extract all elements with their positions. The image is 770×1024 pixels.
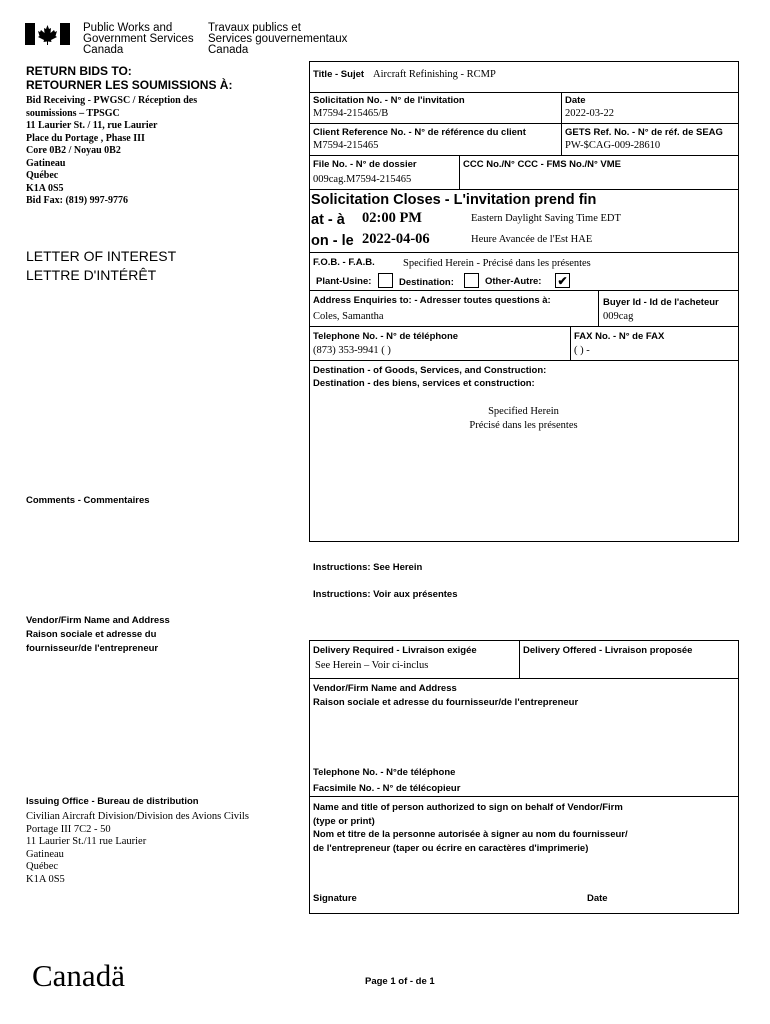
vendor-telephone-label: Telephone No. - N°de téléphone <box>313 767 456 778</box>
date-label: Date <box>565 95 586 106</box>
return-bids-address: Bid Receiving - PWGSC / Réception des soumissions – TPSGC 11 Laurier St. / 11, rue Laurier Place du Portage , Phase III Core 0B2 / Noyau 0B2 Gatineau Québec K1A 0S5 Bid Fax: (819) 997-9776 <box>26 95 198 206</box>
closing-date-value: 2022-04-06 <box>362 231 430 247</box>
gets-reference-value: PW-$CAG-009-28610 <box>565 140 661 151</box>
vendor-firm-label: Vendor/Firm Name and Address Raison sociale et adresse du fournisseur/de l'entrepreneur <box>313 683 579 708</box>
address-enquiries-value: Coles, Samantha <box>313 311 384 322</box>
letter-of-interest-title: LETTER OF INTEREST LETTRE D'INTÉRÊT <box>26 248 177 283</box>
issuing-office-address: Civilian Aircraft Division/Division des Avions Civils Portage III 7C2 - 50 11 Laurier St./11 rue Laurier Gatineau Québec K1A 0S5 <box>26 811 249 885</box>
closing-time-value: 02:00 PM <box>362 210 422 226</box>
issuing-office-label: Issuing Office - Bureau de distribution <box>26 796 199 807</box>
fob-value: Specified Herein - Précisé dans les présentes <box>403 258 591 269</box>
client-reference-label: Client Reference No. - N° de référence du client <box>313 127 526 138</box>
fax-value: ( ) - <box>574 345 590 356</box>
delivery-offered-label: Delivery Offered - Livraison proposée <box>523 645 693 656</box>
fax-label: FAX No. - N° de FAX <box>574 331 665 342</box>
vendor-firm-label-left: Vendor/Firm Name and Address Raison sociale et adresse du fournisseur/de l'entrepreneur <box>26 615 170 654</box>
destination-label: Destination: <box>399 277 454 288</box>
other-autre-label: Other-Autre: <box>485 276 542 287</box>
date-value: 2022-03-22 <box>565 108 614 119</box>
buyer-id-value: 009cag <box>603 311 634 322</box>
destination-goods-label: Destination - of Goods, Services, and Construction: Destination - des biens, services et construction: <box>313 365 547 389</box>
destination-checkbox[interactable] <box>464 273 479 288</box>
fob-label: F.O.B. - F.A.B. <box>313 257 375 268</box>
checkmark-icon: ✔ <box>557 274 568 288</box>
page-number: Page 1 of - de 1 <box>365 976 435 987</box>
plant-usine-label: Plant-Usine: <box>316 276 372 287</box>
destination-goods-value: Specified Herein Précisé dans les présentes <box>469 406 578 431</box>
canada-wordmark: Canadä <box>32 958 125 993</box>
timezone-fr: Heure Avancée de l'Est HAE <box>471 234 593 245</box>
signature-date-label: Date <box>587 893 608 904</box>
return-bids-heading: RETURN BIDS TO: RETOURNER LES SOUMISSIONS À: <box>26 64 233 92</box>
buyer-id-label: Buyer Id - Id de l'acheteur <box>603 297 719 308</box>
department-name-en: Public Works and Government Services Canada <box>83 22 194 56</box>
title-label: Title - Sujet <box>313 69 365 80</box>
address-enquiries-label: Address Enquiries to: - Adresser toutes questions à: <box>313 295 551 306</box>
canada-flag-logo <box>25 23 70 45</box>
gets-reference-label: GETS Ref. No. - N° de réf. de SEAG <box>565 127 723 138</box>
timezone-en: Eastern Daylight Saving Time EDT <box>471 213 621 224</box>
delivery-required-label: Delivery Required - Livraison exigée <box>313 645 477 656</box>
instructions-fr: Instructions: Voir aux présentes <box>313 589 458 600</box>
title-value: Aircraft Refinishing - RCMP <box>373 69 496 80</box>
closing-at-label: at - à <box>311 212 345 228</box>
instructions-en: Instructions: See Herein <box>313 562 423 573</box>
file-number-value: 009cag.M7594-215465 <box>313 174 412 185</box>
closing-on-label: on - le <box>311 233 354 249</box>
title-field <box>313 64 496 82</box>
other-autre-checkbox[interactable] <box>555 273 570 288</box>
solicitation-value: M7594-215465/B <box>313 108 389 119</box>
signature-label: Signature <box>313 893 357 904</box>
solicitation-label: Solicitation No. - N° de l'invitation <box>313 95 465 106</box>
telephone-value: (873) 353-9941 ( ) <box>313 345 391 356</box>
solicitation-closes-title: Solicitation Closes - L'invitation prend fin <box>311 192 597 208</box>
ccc-number-label: CCC No./N° CCC - FMS No./N° VME <box>463 159 622 170</box>
file-number-label: File No. - N° de dossier <box>313 159 417 170</box>
delivery-required-value: See Herein – Voir ci-inclus <box>315 660 429 671</box>
comments-label: Comments - Commentaires <box>26 495 150 506</box>
telephone-label: Telephone No. - N° de téléphone <box>313 331 459 342</box>
vendor-fax-label: Facsimile No. - N° de télécopieur <box>313 783 461 794</box>
department-name-fr: Travaux publics et Services gouvernementaux Canada <box>208 22 348 56</box>
client-reference-value: M7594-215465 <box>313 140 379 151</box>
authorized-person-label: Name and title of person authorized to sign on behalf of Vendor/Firm (type or print) Nom et titre de la personne autorisée à signer au nom du fournisseur/ de l'entrepreneur (taper ou écrire en caractères d'imprimerie) <box>313 802 628 854</box>
plant-usine-checkbox[interactable] <box>378 273 393 288</box>
